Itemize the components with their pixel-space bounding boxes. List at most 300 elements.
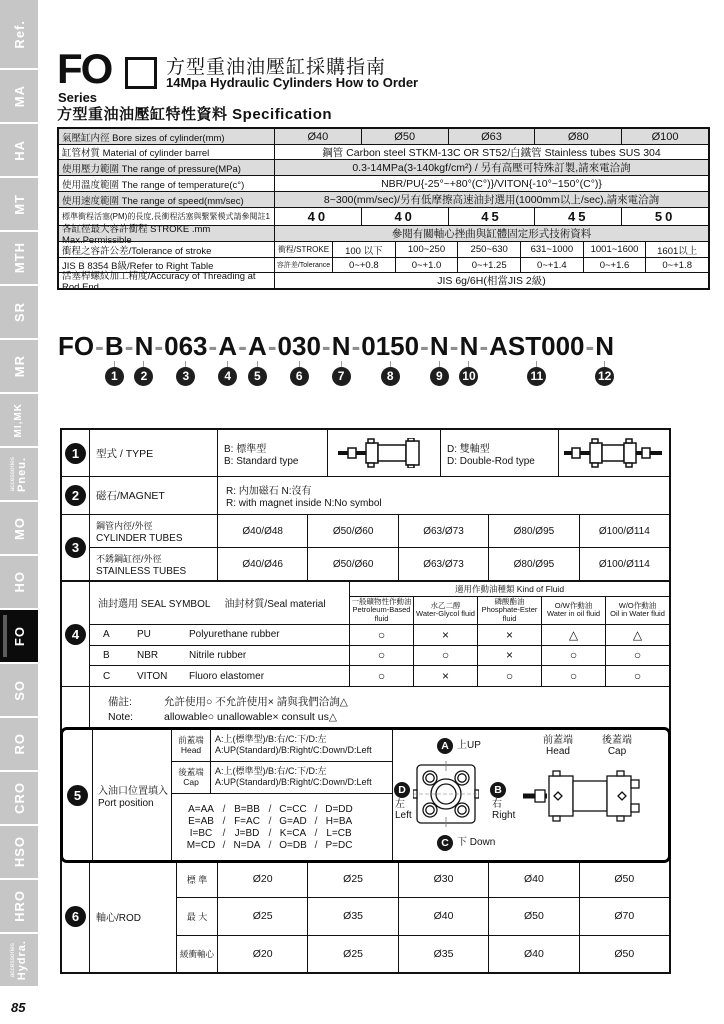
rod-row-name: 標 準	[176, 861, 217, 897]
code-segment-text: N	[331, 331, 351, 361]
sidebar-item-ref	[0, 0, 38, 68]
series-label: Series	[58, 90, 98, 105]
sidebar-item-label: MI,MK	[13, 402, 24, 438]
code-separator: -	[154, 331, 164, 361]
compatibility-mark: ○	[349, 625, 413, 645]
code-slash: /	[222, 815, 226, 827]
port-code: C=CC	[279, 803, 307, 815]
pm-value: 40	[274, 208, 361, 225]
row-cells	[274, 129, 708, 144]
tick-line	[341, 361, 342, 367]
rod-cushion-row	[176, 935, 669, 972]
seal-name: Polyurethane rubber	[189, 629, 280, 641]
compatibility-mark: ×	[477, 625, 541, 645]
sidebar-item-mr	[0, 340, 38, 392]
spec-row-temperature	[59, 175, 708, 191]
fluid-col	[413, 597, 477, 624]
stroke-range: 1001~1600	[583, 242, 646, 257]
code-separator: -	[208, 331, 218, 361]
code-segment-text: N	[429, 331, 449, 361]
cap-pos-en: A:UP(Standard)/B:Right/C:Down/D:Left	[215, 777, 372, 787]
note-row	[62, 686, 669, 729]
sidebar-item-label: RO	[11, 733, 27, 755]
double-rod-type-cylinder-icon	[564, 438, 664, 468]
compatibility-mark: ○	[605, 666, 669, 686]
code-segment	[459, 332, 478, 386]
code-index-badge: 2	[134, 367, 153, 386]
sub-label: 容許差/Tolerance	[274, 258, 332, 272]
fluid-zh: 磷酸酯油	[494, 597, 525, 606]
code-segment	[278, 332, 321, 386]
fluid-en: Phosphate-Ester fluid	[481, 605, 538, 623]
code-segment-text: 0150	[361, 331, 420, 361]
code-segment-text: A	[218, 331, 238, 361]
code-segment	[134, 332, 153, 386]
badge-a: A	[437, 738, 453, 754]
bore-value: Ø63	[448, 129, 535, 144]
tick-line	[114, 361, 115, 367]
cap-en: Cap	[183, 776, 199, 787]
head-port-row	[172, 730, 392, 762]
cylinder-tubes-label	[90, 515, 217, 547]
fluid-col	[541, 597, 605, 624]
fluid-columns	[350, 596, 669, 624]
section-number-badge: 3	[65, 537, 86, 558]
section-number-col	[62, 477, 90, 514]
diagram-head-zh: 前蓋端	[543, 735, 573, 746]
compatibility-mark: ×	[413, 625, 477, 645]
tolerance-value: 0~+1.4	[520, 258, 583, 272]
spec-row-material	[59, 144, 708, 159]
sidebar-item-label: MTH	[11, 242, 27, 274]
code-separator: -	[124, 331, 134, 361]
stroke-range: 631~1000	[520, 242, 583, 257]
row-cells	[274, 208, 708, 225]
bore-value: Ø50	[361, 129, 448, 144]
stainless-tubes-label	[90, 548, 217, 580]
code-slash: /	[268, 815, 272, 827]
seal-label-cell	[90, 582, 349, 624]
sidebar-item-mimk	[0, 394, 38, 446]
seal-code: A	[103, 629, 110, 641]
tolerance-value: 0~+1.6	[583, 258, 646, 272]
row-label: 衝程之容許公差/Tolerance of stroke	[62, 245, 212, 257]
tube-size: Ø80/Ø95	[488, 548, 578, 580]
sidebar-item-ma	[0, 70, 38, 122]
rod-row-name: 緩衝軸心	[176, 936, 217, 972]
dir-right-en: Right	[492, 810, 516, 821]
code-index-badge: 11	[527, 367, 546, 386]
section-number-col	[62, 582, 90, 686]
code-segment	[595, 332, 614, 386]
section-rod	[62, 861, 669, 972]
compatibility-mark: ×	[477, 646, 541, 666]
code-slash: /	[222, 803, 226, 815]
code-slash: /	[268, 827, 272, 839]
sidebar-item-label: SO	[11, 679, 27, 701]
tick-line	[390, 361, 391, 367]
sidebar-item-hro	[0, 880, 38, 932]
rod-size: Ø25	[307, 861, 397, 897]
head-zh: 前蓋端	[178, 734, 204, 745]
spec-row-pressure	[59, 159, 708, 175]
code-segment	[361, 332, 419, 386]
code-segment	[332, 332, 351, 386]
code-segment-text: A	[247, 331, 267, 361]
code-slash: /	[314, 803, 318, 815]
spec-row-max-stroke	[59, 224, 708, 246]
page-number: 85	[11, 1000, 26, 1015]
code-index-badge: 6	[290, 367, 309, 386]
code-segment	[248, 332, 267, 386]
code-slash: /	[314, 827, 318, 839]
code-index-badge: 12	[595, 367, 614, 386]
port-code: O=DB	[279, 839, 307, 851]
model-number-code	[58, 332, 614, 386]
code-slash: /	[222, 827, 226, 839]
port-code: D=DD	[325, 803, 353, 815]
speed-value: 8~300(mm/sec)/另有低摩擦高速油封選用(1000mm以上/sec),請來電洽詢	[274, 192, 708, 207]
port-code: G=AD	[279, 815, 307, 827]
sidebar-item-label: SR	[11, 301, 27, 323]
cylinder-tubes-en: CYLINDER TUBES	[96, 532, 183, 544]
sidebar-item-label: HO	[11, 571, 27, 593]
sidebar-item-hso	[0, 826, 38, 878]
rod-label: 軸心/ROD	[96, 913, 141, 924]
section-number-col	[62, 687, 90, 729]
port-code: I=BC	[189, 827, 213, 839]
side-index-bar	[0, 0, 40, 1024]
spec-row-stroke-ranges	[59, 241, 708, 257]
seal-code: C	[103, 670, 111, 682]
rod-size: Ø40	[488, 861, 578, 897]
section-cylinder-tubes	[62, 514, 669, 580]
cap-port-row	[172, 762, 392, 794]
sidebar-item-label: Ref.	[11, 19, 27, 49]
port-position-en: Port position	[98, 797, 154, 809]
row-cells	[332, 242, 708, 257]
section-number-col	[63, 730, 93, 860]
magnet-label: 磁石/MAGNET	[96, 490, 165, 502]
code-index-badge: 1	[105, 367, 124, 386]
badge-b: B	[490, 782, 506, 798]
seal-material: PU	[137, 629, 151, 641]
code-separator: -	[585, 331, 595, 361]
fluid-col	[605, 597, 669, 624]
code-separator: -	[267, 331, 277, 361]
row-label: 使用壓力範圍 The range of pressure(MPa)	[62, 163, 241, 175]
code-separator: -	[321, 331, 331, 361]
page-title-zh: 方型重油油壓缸採購指南	[166, 57, 387, 78]
seal-symbol-label: 油封選用 SEAL SYMBOL	[98, 599, 211, 611]
compatibility-mark: ○	[413, 646, 477, 666]
code-separator: -	[238, 331, 247, 361]
code-segment-text: B	[104, 331, 124, 361]
fluid-col	[350, 597, 413, 624]
type-d-cell	[440, 430, 558, 476]
seal-material: VITON	[137, 670, 168, 682]
code-segment-text: 063	[164, 331, 208, 361]
tick-line	[439, 361, 440, 367]
rod-size: Ø20	[217, 936, 307, 972]
cylinder-tubes-zh: 鋼管内徑/外徑	[96, 520, 153, 531]
fluid-zh: 水乙二醇	[430, 601, 461, 611]
sidebar-item-cro	[0, 772, 38, 824]
rod-max-row	[176, 897, 669, 934]
section-number-badge: 2	[65, 485, 86, 506]
code-index-badge: 3	[176, 367, 195, 386]
fluid-zh: O/W作動油	[554, 601, 593, 611]
port-code: F=AC	[234, 815, 260, 827]
pm-value: 40	[361, 208, 448, 225]
port-position-diagram	[393, 730, 668, 860]
pm-value: 45	[448, 208, 535, 225]
dir-right-zh: 右	[492, 799, 502, 810]
sidebar-item-label: HA	[11, 139, 27, 161]
tube-size: Ø63/Ø73	[398, 515, 488, 547]
type-b-en: B: Standard type	[224, 455, 299, 467]
page-content	[40, 0, 724, 1024]
sub-label: 衝程/STROKE	[274, 242, 332, 257]
specification-table	[57, 127, 710, 293]
row-label: 缸管材質 Material of cylinder barrel	[62, 148, 210, 159]
magnet-option-en: R: with magnet inside N:No symbol	[226, 498, 382, 509]
code-segment	[164, 332, 207, 386]
rod-size: Ø50	[579, 936, 669, 972]
seal-header-row	[90, 582, 669, 624]
type-label: 型式 / TYPE	[96, 447, 154, 460]
note-label-en: Note:	[108, 710, 134, 723]
sidebar-item-label: MA	[11, 84, 27, 108]
tube-size: Ø80/Ø95	[488, 515, 578, 547]
compatibility-mark: ○	[349, 666, 413, 686]
code-segment-text: 030	[277, 331, 321, 361]
cylinder-tubes-row	[90, 515, 669, 547]
code-segment-text: N	[459, 331, 479, 361]
compatibility-mark: △	[605, 625, 669, 645]
port-code: H=BA	[325, 815, 353, 827]
magnet-option-zh: R: 内加磁石 N:沒有	[226, 486, 312, 497]
temperature-value: NBR/PU{-25°~+80°(C°)}/VITON{-10°~150°(C°)}	[274, 176, 708, 191]
tolerance-value: 0~+1.25	[457, 258, 520, 272]
section-type	[62, 430, 669, 476]
type-b-drawing-cell	[327, 430, 440, 476]
section-number-col	[62, 430, 90, 476]
sidebar-item-label: MR	[11, 354, 27, 378]
tick-line	[143, 361, 144, 367]
tube-size: Ø50/Ø60	[307, 515, 397, 547]
tube-size: Ø100/Ø114	[579, 515, 669, 547]
section-number-badge: 6	[65, 906, 86, 927]
sidebar-item-mt	[0, 178, 38, 230]
magnet-options	[217, 477, 669, 514]
threading-value: JIS 6g/6H(相當JIS 2級)	[274, 273, 708, 288]
badge-d: D	[394, 782, 410, 798]
spec-row-speed	[59, 191, 708, 207]
seal-material: NBR	[137, 649, 159, 661]
sidebar-item-sr	[0, 286, 38, 338]
spec-row-bore	[59, 129, 708, 144]
port-position-zh: 入油口位置填入	[98, 785, 168, 797]
code-slash: /	[314, 839, 318, 851]
sidebar-item-fo-active	[0, 610, 38, 662]
standard-type-cylinder-icon	[336, 438, 432, 468]
compatibility-mark: △	[541, 625, 605, 645]
row-label: 氣壓缸内徑 Bore sizes of cylinder(mm)	[62, 132, 225, 144]
row-label: 使用速度範圍 The range of speed(mm/sec)	[62, 195, 244, 207]
material-value: 鋼管 Carbon steel STKM-13C OR ST52/白鐵管 Stainless tubes SUS 304	[274, 145, 708, 159]
section-seal-symbol	[62, 580, 669, 686]
model-checkbox-icon	[125, 57, 157, 89]
tube-size: Ø100/Ø114	[579, 548, 669, 580]
spec-row-threading	[59, 271, 708, 293]
code-index-badge: 4	[218, 367, 237, 386]
code-index-badge: 7	[332, 367, 351, 386]
row-label: 各缸徑最大容許衝程 STROKE .mm Max.Permissible	[62, 224, 211, 246]
badge-c: C	[437, 835, 453, 851]
code-segment	[430, 332, 449, 386]
compatibility-mark: ○	[605, 646, 669, 666]
rod-size: Ø20	[217, 861, 307, 897]
dir-left-en: Left	[395, 810, 412, 821]
sidebar-item-ha	[0, 124, 38, 176]
port-code: K=CA	[279, 827, 307, 839]
spec-heading: 方型重油油壓缸特性資料 Specification	[57, 106, 333, 123]
sidebar-item-pneu	[0, 448, 38, 500]
port-position-label	[93, 730, 172, 860]
port-code-grid	[172, 794, 392, 860]
head-pos-zh: A:上(標準型)/B:右/C:下/D:左	[215, 734, 327, 745]
sidebar-item-label: MO	[11, 516, 27, 540]
sidebar-item-sublabel: accessories	[8, 456, 16, 492]
seal-material-label: 油封材質/Seal material	[224, 599, 326, 611]
note-body-zh: 允許使用○ 不允許使用× 請與我們洽詢△	[164, 695, 348, 708]
sidebar-item-label: HRO	[11, 890, 27, 922]
stainless-tubes-zh: 不銹鋼缸徑/外徑	[96, 553, 162, 564]
type-d-en: D: Double-Rod type	[447, 455, 535, 467]
port-code: L=CB	[326, 827, 352, 839]
tick-line	[257, 361, 258, 367]
rod-size: Ø50	[579, 861, 669, 897]
flange-front-view-icon	[413, 761, 479, 827]
seal-code: B	[103, 649, 110, 661]
section-magnet	[62, 476, 669, 514]
section-number-badge: 5	[67, 785, 88, 806]
code-separator: -	[351, 331, 361, 361]
row-label: 使用溫度範圍 The range of temperature(c°)	[62, 179, 245, 191]
code-slash: /	[314, 815, 318, 827]
code-segment-text: N	[595, 331, 615, 361]
stroke-range: 250~630	[457, 242, 520, 257]
fluid-col	[477, 597, 541, 624]
code-separator: -	[420, 331, 429, 361]
section-number-col	[62, 861, 90, 972]
code-segment-text: AST000	[489, 331, 585, 361]
compatibility-mark: ○	[477, 666, 541, 686]
rod-size: Ø25	[217, 898, 307, 934]
code-index-badge: 10	[459, 367, 478, 386]
row-label: 標準衝程活塞(PM)的長度,長衝程活塞與繫緊模式請參閱註1	[62, 212, 270, 221]
tolerance-value: 0~+1.8	[645, 258, 708, 272]
stroke-range: 100 以下	[332, 242, 395, 257]
diagram-cap-en: Cap	[607, 746, 627, 757]
code-segment	[218, 332, 237, 386]
tick-line	[227, 361, 228, 367]
note-body-en: allowable○ unallowable× consult us△	[164, 710, 337, 723]
sidebar-item-sublabel: accessories	[8, 942, 16, 978]
tolerance-value: 0~+1.0	[395, 258, 458, 272]
code-slash: /	[268, 839, 272, 851]
bore-value: Ø80	[534, 129, 621, 144]
seal-row-viton	[90, 665, 669, 686]
stroke-range: 100~250	[395, 242, 458, 257]
seal-row-nbr	[90, 645, 669, 666]
bore-value: Ø40	[274, 129, 361, 144]
tick-line	[185, 361, 186, 367]
rod-size: Ø35	[307, 898, 397, 934]
port-code: M=CD	[186, 839, 216, 851]
code-index-badge: 8	[381, 367, 400, 386]
sidebar-item-label: Pneu.	[16, 456, 29, 492]
code-separator: -	[479, 331, 489, 361]
sidebar-item-label: FO	[11, 625, 27, 647]
port-code: B=BB	[234, 803, 260, 815]
tube-size: Ø40/Ø48	[217, 515, 307, 547]
code-segment-text: FO	[58, 331, 95, 361]
tube-size: Ø40/Ø46	[217, 548, 307, 580]
sidebar-item-mo	[0, 502, 38, 554]
tube-size: Ø50/Ø60	[307, 548, 397, 580]
section-port-position	[60, 727, 671, 863]
rod-size: Ø40	[398, 898, 488, 934]
port-code: E=AB	[188, 815, 214, 827]
rod-row-name: 最 大	[176, 898, 217, 934]
seal-name: Nitrile rubber	[189, 649, 247, 661]
sidebar-item-hydra	[0, 934, 38, 986]
code-separator: -	[95, 331, 104, 361]
tick-line	[604, 361, 605, 367]
compatibility-mark: ○	[541, 666, 605, 686]
dir-left-zh: 左	[395, 799, 405, 810]
sidebar-item-so	[0, 664, 38, 716]
code-index-badge: 9	[430, 367, 449, 386]
port-code: A=AA	[188, 803, 214, 815]
code-separator: -	[449, 331, 459, 361]
compatibility-mark: ×	[413, 666, 477, 686]
seal-name: Fluoro elastomer	[189, 670, 265, 682]
diagram-head-en: Head	[546, 746, 570, 757]
note-label-zh: 備註:	[108, 695, 132, 708]
code-index-badge: 5	[248, 367, 267, 386]
type-b-cell	[217, 430, 327, 476]
rod-size: Ø30	[398, 861, 488, 897]
tick-line	[468, 361, 469, 367]
fluid-en: Water-Glycol fluid	[416, 609, 475, 619]
rod-size: Ø50	[488, 898, 578, 934]
code-segment	[58, 332, 94, 361]
tick-line	[299, 361, 300, 367]
pm-value: 50	[621, 208, 708, 225]
cylinder-side-view-icon	[523, 768, 653, 824]
pressure-value: 0.3-14MPa(3-140kgf/cm²) / 另有高壓可特殊訂製,請來電洽詢	[274, 160, 708, 175]
code-slash: /	[222, 839, 226, 851]
bore-value: Ø100	[621, 129, 708, 144]
stainless-tubes-row	[90, 547, 669, 580]
code-slash: /	[268, 803, 272, 815]
code-segment-text: N	[134, 331, 154, 361]
row-label: JIS B 8354 B級/Refer to Right Table	[62, 261, 214, 272]
section-number-col	[62, 515, 90, 580]
